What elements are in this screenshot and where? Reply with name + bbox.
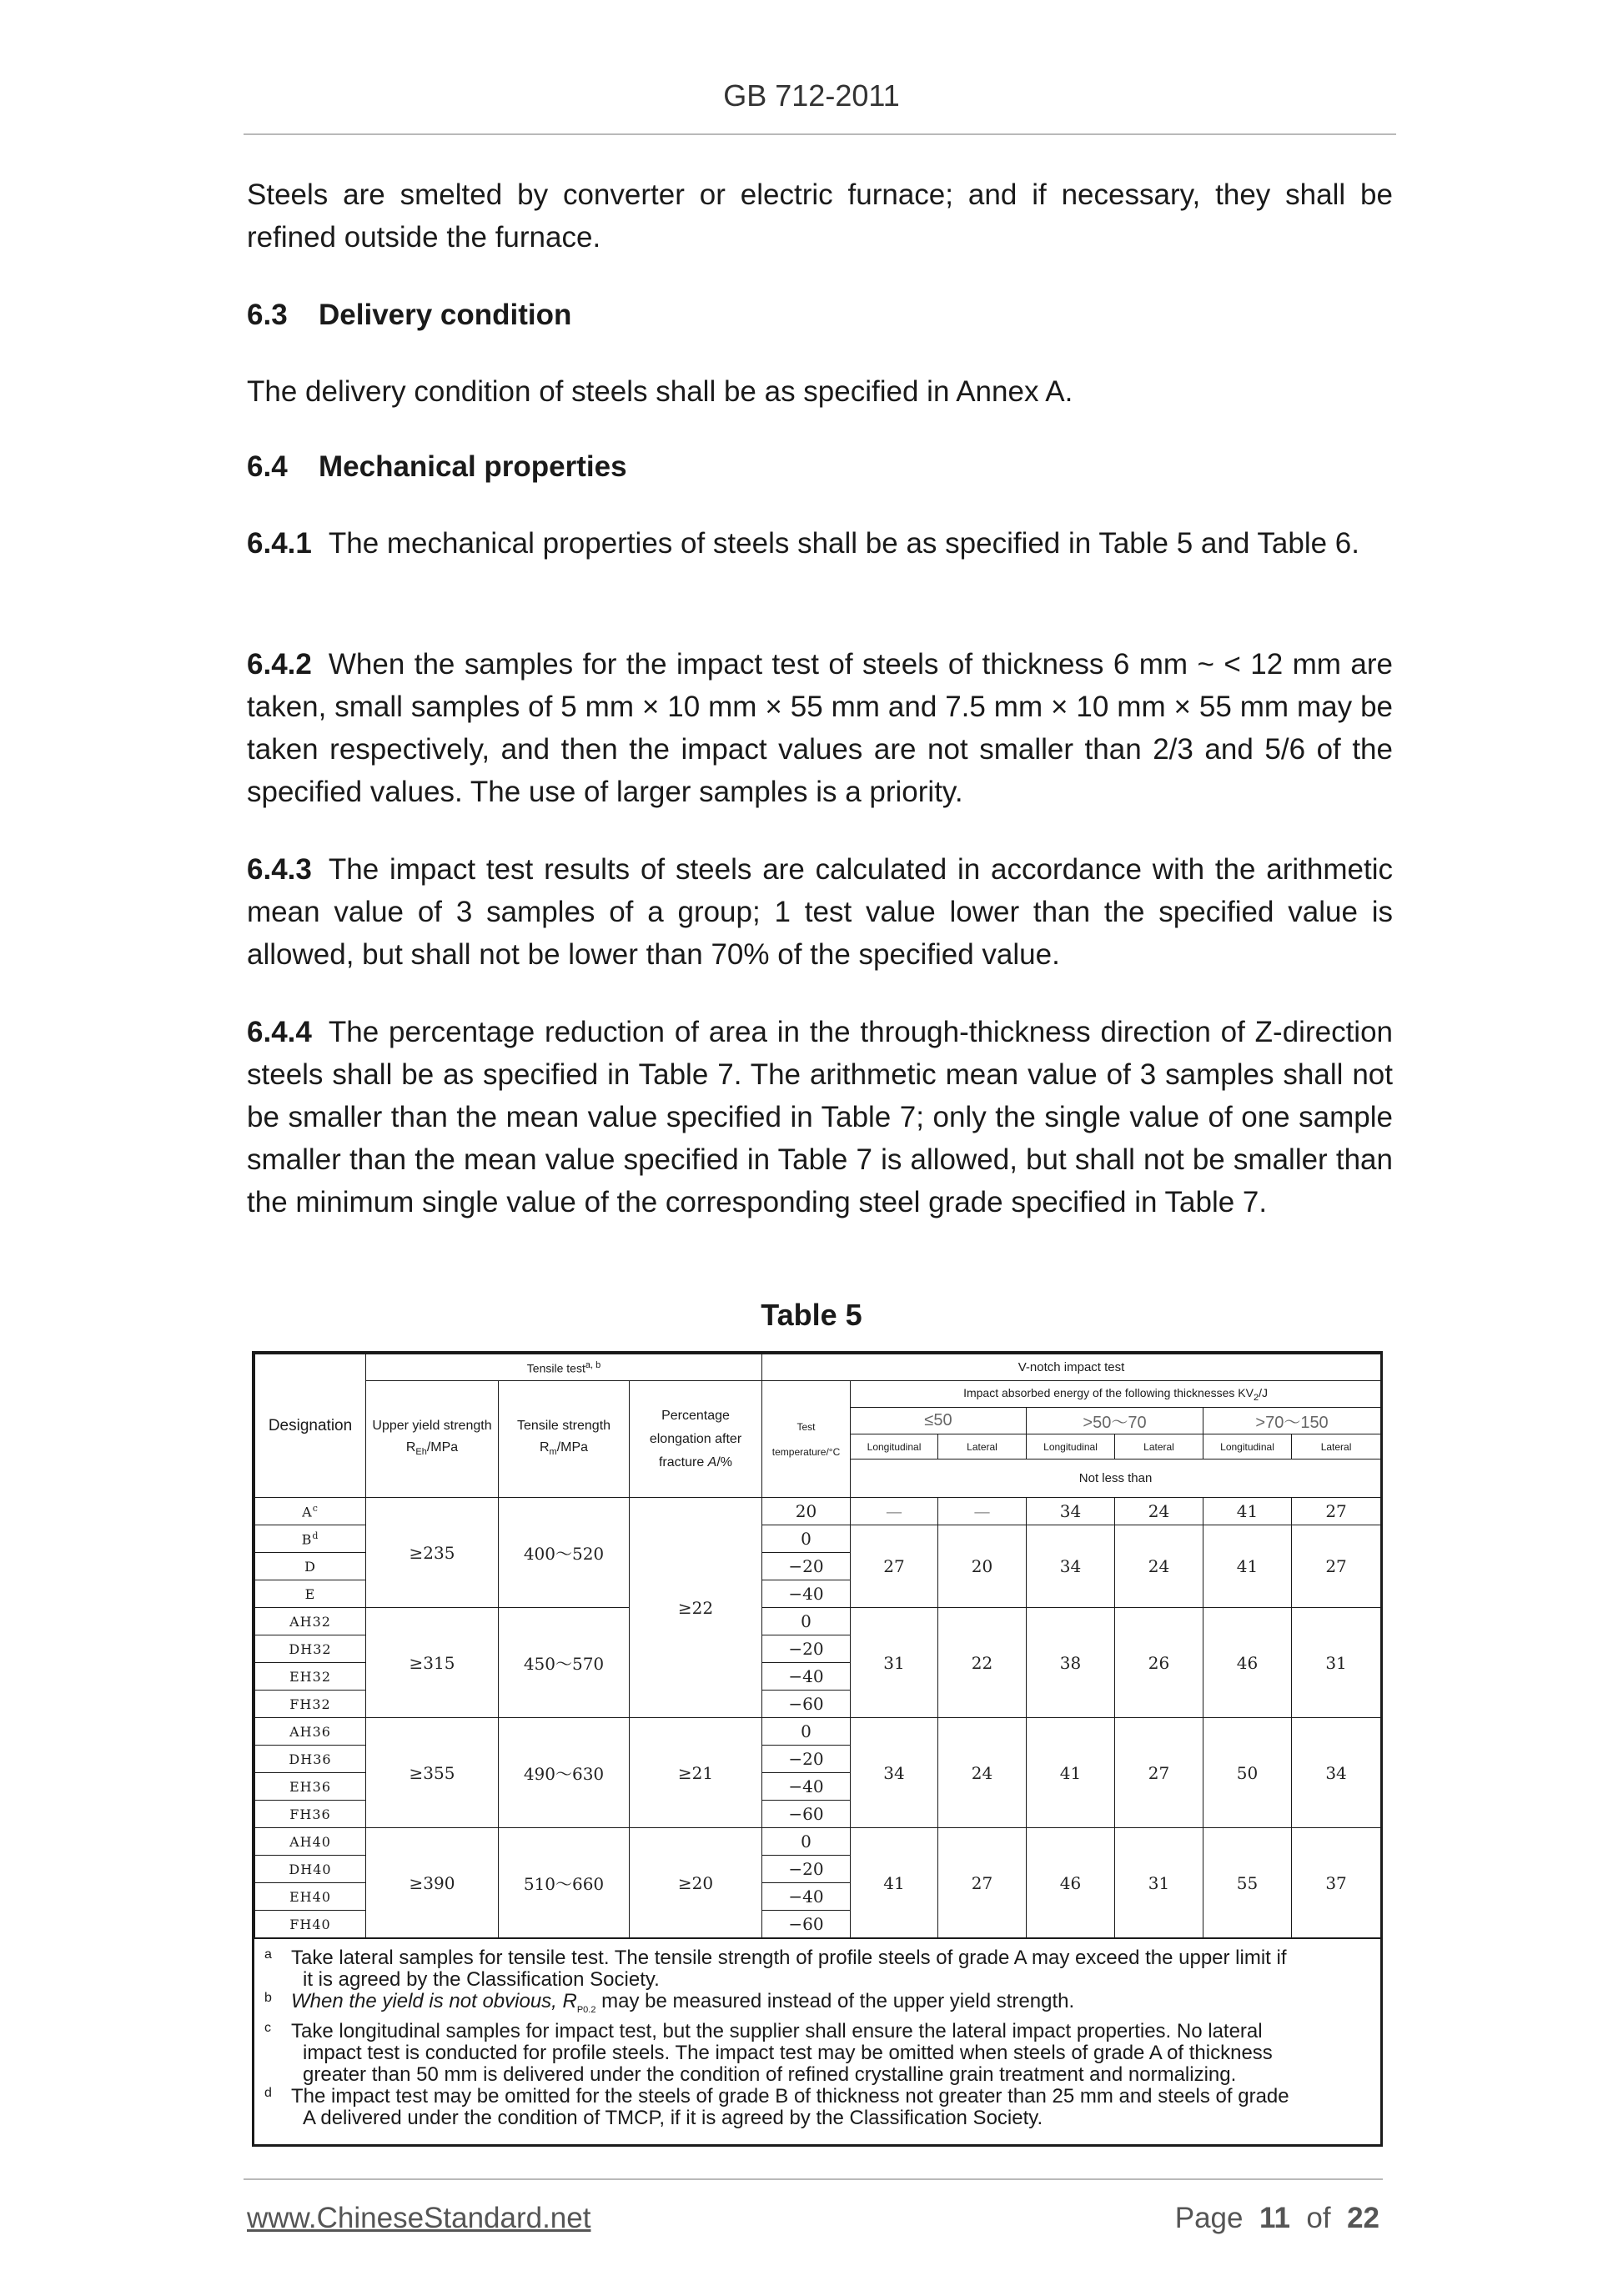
impact-energy-cell: 27: [1292, 1498, 1381, 1525]
impact-energy-cell: 46: [1203, 1608, 1292, 1718]
impact-energy-cell: 34: [1027, 1525, 1115, 1608]
footer-divider: [244, 2178, 1383, 2180]
designation-cell: [255, 1608, 366, 1635]
impact-energy-cell: —: [851, 1498, 938, 1525]
designation-label: EH40: [289, 1888, 331, 1905]
designation-cell: [255, 1663, 366, 1691]
impact-energy-cell: 20: [938, 1525, 1027, 1608]
clause-number: 6.4.2: [247, 648, 312, 681]
header-longitudinal: Longitudinal: [1027, 1434, 1115, 1459]
clause-text: The impact test results of steels are calculated in accordance with the arithmetic mean value of 3 samples of a group; 1 test value lower than the specified value is allowed, but shall not be lower than 70% of the specified value.: [247, 853, 1393, 971]
upper-yield-strength-cell: ≥355: [366, 1718, 499, 1828]
table-note: [261, 2086, 1374, 2129]
test-temperature-cell: −40: [762, 1883, 851, 1911]
elongation-cell: ≥22: [630, 1498, 762, 1718]
clause-text: The percentage reduction of area in the through-thickness direction of Z-direction steels shall be as specified in Table 7. The arithmetic mean value of 3 samples shall not be smaller than the mean value specified in Table 7; only the single value of one sample smaller than the mean value specified in Table 7 is allowed, but shall not be smaller than the minimum single value of the corresponding steel grade specified in Table 7.: [247, 1016, 1393, 1218]
table-5-notes: [254, 1938, 1380, 2144]
document-header-title: GB 712-2011: [723, 78, 900, 113]
table-row: [255, 1498, 1381, 1525]
designation-label: AH40: [289, 1833, 331, 1850]
note-line: Take longitudinal samples for impact test, but the supplier shall ensure the lateral impact properties. No lateral: [291, 2019, 1263, 2042]
designation-footnote-mark: d: [312, 1530, 319, 1541]
test-temperature-cell: 0: [762, 1828, 851, 1856]
designation-cell: [255, 1498, 366, 1525]
designation-cell: [255, 1691, 366, 1718]
upper-yield-strength-cell: ≥315: [366, 1608, 499, 1718]
designation-cell: [255, 1773, 366, 1801]
header-test-temperature: Test temperature/°C: [762, 1381, 851, 1498]
impact-energy-cell: 24: [1115, 1525, 1203, 1608]
designation-cell: [255, 1580, 366, 1608]
designation-cell: [255, 1801, 366, 1828]
table-note: [261, 1947, 1374, 1991]
header-thickness-70-150: >70～150: [1203, 1408, 1381, 1434]
designation-label: A: [302, 1504, 313, 1520]
clause-6-4-3: [247, 848, 1393, 976]
test-temperature-cell: −60: [762, 1801, 851, 1828]
impact-energy-cell: 38: [1027, 1608, 1115, 1718]
header-tensile-test: Tensile test$^{a, b}$: [366, 1354, 762, 1381]
designation-cell: [255, 1525, 366, 1553]
header-lateral: Lateral: [1115, 1434, 1203, 1459]
designation-cell: [255, 1746, 366, 1773]
section-title: Mechanical properties: [319, 450, 627, 483]
impact-energy-cell: 24: [1115, 1498, 1203, 1525]
impact-energy-cell: 34: [1027, 1498, 1115, 1525]
clause-6-4-4: [247, 1011, 1393, 1223]
section-6-3-paragraph: The delivery condition of steels shall be as specified in Annex A.: [247, 375, 1073, 408]
designation-cell: [255, 1718, 366, 1746]
clause-number: 6.4.1: [247, 527, 312, 560]
impact-energy-cell: 41: [851, 1828, 938, 1938]
table-note: [261, 2021, 1374, 2086]
test-temperature-cell: −20: [762, 1856, 851, 1883]
designation-label: E: [304, 1585, 316, 1602]
tensile-strength-cell: 490～630: [499, 1718, 630, 1828]
test-temperature-cell: −40: [762, 1580, 851, 1608]
impact-energy-cell: 31: [1292, 1608, 1381, 1718]
impact-energy-cell: 22: [938, 1608, 1027, 1718]
section-6-4-heading: [247, 450, 627, 484]
chinese-standard-link[interactable]: www.ChineseStandard.net: [247, 2202, 591, 2234]
header-impact-energy: Impact absorbed energy of the following thicknesses $KV_2/J$: [851, 1381, 1381, 1408]
designation-footnote-mark: c: [312, 1502, 319, 1514]
clause-6-4-1: [247, 522, 1393, 565]
test-temperature-cell: 0: [762, 1525, 851, 1553]
section-6-3-heading: [247, 299, 571, 332]
designation-cell: [255, 1911, 366, 1938]
elongation-cell: ≥21: [630, 1718, 762, 1828]
header-designation: Designation: [255, 1354, 366, 1498]
clause-6-4-2: [247, 643, 1393, 813]
header-not-less-than: Not less than: [851, 1459, 1381, 1498]
note-line: A delivered under the condition of TMCP, if it is agreed by the Classification Society.: [303, 2106, 1043, 2129]
note-line: When the yield is not obvious, $R_{P0.2}$ may be measured instead of the upper yield strength.: [291, 1990, 1075, 2015]
impact-energy-cell: 27: [1115, 1718, 1203, 1828]
header-divider: [244, 133, 1396, 135]
page-indicator: Page 11 of 22: [1174, 2202, 1379, 2234]
header-longitudinal: Longitudinal: [851, 1434, 938, 1459]
clause-text: The mechanical properties of steels shall be as specified in Table 5 and Table 6.: [328, 527, 1359, 560]
impact-energy-cell: 50: [1203, 1718, 1292, 1828]
header-upper-yield-strength: Upper yield strength $R_{Eh}$/MPa: [366, 1381, 499, 1498]
test-temperature-cell: 20: [762, 1498, 851, 1525]
note-line: Take lateral samples for tensile test. The tensile strength of profile steels of grade A may exceed the upper limit if: [291, 1947, 1287, 1969]
designation-label: FH32: [289, 1696, 331, 1712]
page-number: 11: [1259, 2202, 1290, 2234]
table-row: [255, 1718, 1381, 1746]
impact-energy-cell: 46: [1027, 1828, 1115, 1938]
upper-yield-strength-cell: ≥235: [366, 1498, 499, 1608]
designation-label: FH36: [289, 1806, 331, 1822]
designation-cell: [255, 1635, 366, 1663]
test-temperature-cell: 0: [762, 1718, 851, 1746]
tensile-strength-cell: 450～570: [499, 1608, 630, 1718]
test-temperature-cell: −20: [762, 1635, 851, 1663]
impact-energy-cell: —: [938, 1498, 1027, 1525]
mechanical-properties-table: [254, 1354, 1381, 1938]
clause-number: 6.4.4: [247, 1016, 312, 1048]
impact-energy-cell: 31: [1115, 1828, 1203, 1938]
header-thickness-le-50: ≤50: [851, 1408, 1027, 1434]
impact-energy-cell: 41: [1203, 1525, 1292, 1608]
tensile-strength-cell: 510～660: [499, 1828, 630, 1938]
header-thickness-50-70: >50～70: [1027, 1408, 1203, 1434]
header-vnotch-impact-test: V-notch impact test: [762, 1354, 1381, 1381]
note-mark: a: [264, 1947, 272, 1962]
designation-label: DH36: [289, 1751, 332, 1767]
note-line: impact test is conducted for profile steels. The impact test may be omitted when steels of grade A of thickness: [303, 2041, 1273, 2064]
table-5: [252, 1351, 1383, 2147]
note-line: The impact test may be omitted for the steels of grade B of thickness not greater than 25 mm and steels of grade: [291, 2084, 1289, 2108]
header-percentage-elongation: Percentage elongation after fracture A/%: [630, 1381, 762, 1498]
designation-label: FH40: [289, 1916, 331, 1932]
elongation-cell: ≥20: [630, 1828, 762, 1938]
test-temperature-cell: −20: [762, 1553, 851, 1580]
designation-label: B: [301, 1531, 313, 1548]
header-lateral: Lateral: [938, 1434, 1027, 1459]
test-temperature-cell: 0: [762, 1608, 851, 1635]
test-temperature-cell: −60: [762, 1691, 851, 1718]
note-line: greater than 50 mm is delivered under the condition of refined crystalline grain treatment and normalizing.: [303, 2062, 1237, 2086]
designation-cell: [255, 1883, 366, 1911]
designation-label: AH32: [289, 1613, 331, 1630]
note-mark: d: [264, 2085, 272, 2100]
designation-label: DH40: [289, 1861, 332, 1877]
impact-energy-cell: 27: [938, 1828, 1027, 1938]
designation-cell: [255, 1856, 366, 1883]
tensile-strength-cell: 400～520: [499, 1498, 630, 1608]
test-temperature-cell: −60: [762, 1911, 851, 1938]
designation-cell: [255, 1553, 366, 1580]
table-row: [255, 1828, 1381, 1856]
clause-text: When the samples for the impact test of steels of thickness 6 mm ~ < 12 mm are taken, small samples of 5 mm × 10 mm × 55 mm and 7.5 mm × 10 mm × 55 mm may be taken respectively, and then the impact values are not smaller than 2/3 and 5/6 of the specified values. The use of larger samples is a priority.: [247, 648, 1393, 808]
note-line: it is agreed by the Classification Society.: [303, 1968, 660, 1991]
clause-number: 6.4.3: [247, 853, 312, 886]
note-mark: b: [264, 1991, 272, 2005]
impact-energy-cell: 37: [1292, 1828, 1381, 1938]
impact-energy-cell: 41: [1027, 1718, 1115, 1828]
designation-label: DH32: [289, 1640, 332, 1657]
designation-label: D: [304, 1558, 316, 1575]
section-number: 6.4: [247, 450, 288, 483]
page-total: 22: [1347, 2202, 1379, 2234]
impact-energy-cell: 31: [851, 1608, 938, 1718]
intro-paragraph: Steels are smelted by converter or electric furnace; and if necessary, they shall be refined outside the furnace.: [247, 178, 1393, 254]
impact-energy-cell: 41: [1203, 1498, 1292, 1525]
section-number: 6.3: [247, 299, 288, 331]
test-temperature-cell: −20: [762, 1746, 851, 1773]
designation-label: AH36: [289, 1723, 331, 1740]
impact-energy-cell: 27: [851, 1525, 938, 1608]
impact-energy-cell: 34: [1292, 1718, 1381, 1828]
impact-energy-cell: 27: [1292, 1525, 1381, 1608]
impact-energy-cell: 26: [1115, 1608, 1203, 1718]
impact-energy-cell: 24: [938, 1718, 1027, 1828]
table-5-caption: Table 5: [761, 1298, 862, 1332]
header-lateral: Lateral: [1292, 1434, 1381, 1459]
header-longitudinal: Longitudinal: [1203, 1434, 1292, 1459]
designation-label: EH36: [289, 1778, 331, 1795]
designation-label: EH32: [289, 1668, 331, 1685]
test-temperature-cell: −40: [762, 1663, 851, 1691]
impact-energy-cell: 34: [851, 1718, 938, 1828]
section-title: Delivery condition: [319, 299, 572, 331]
designation-cell: [255, 1828, 366, 1856]
header-tensile-strength: Tensile strength $R_m$/MPa: [499, 1381, 630, 1498]
impact-energy-cell: 55: [1203, 1828, 1292, 1938]
upper-yield-strength-cell: ≥390: [366, 1828, 499, 1938]
table-note: [261, 1991, 1374, 2021]
table-row: [255, 1608, 1381, 1635]
note-mark: c: [264, 2020, 271, 2035]
test-temperature-cell: −40: [762, 1773, 851, 1801]
